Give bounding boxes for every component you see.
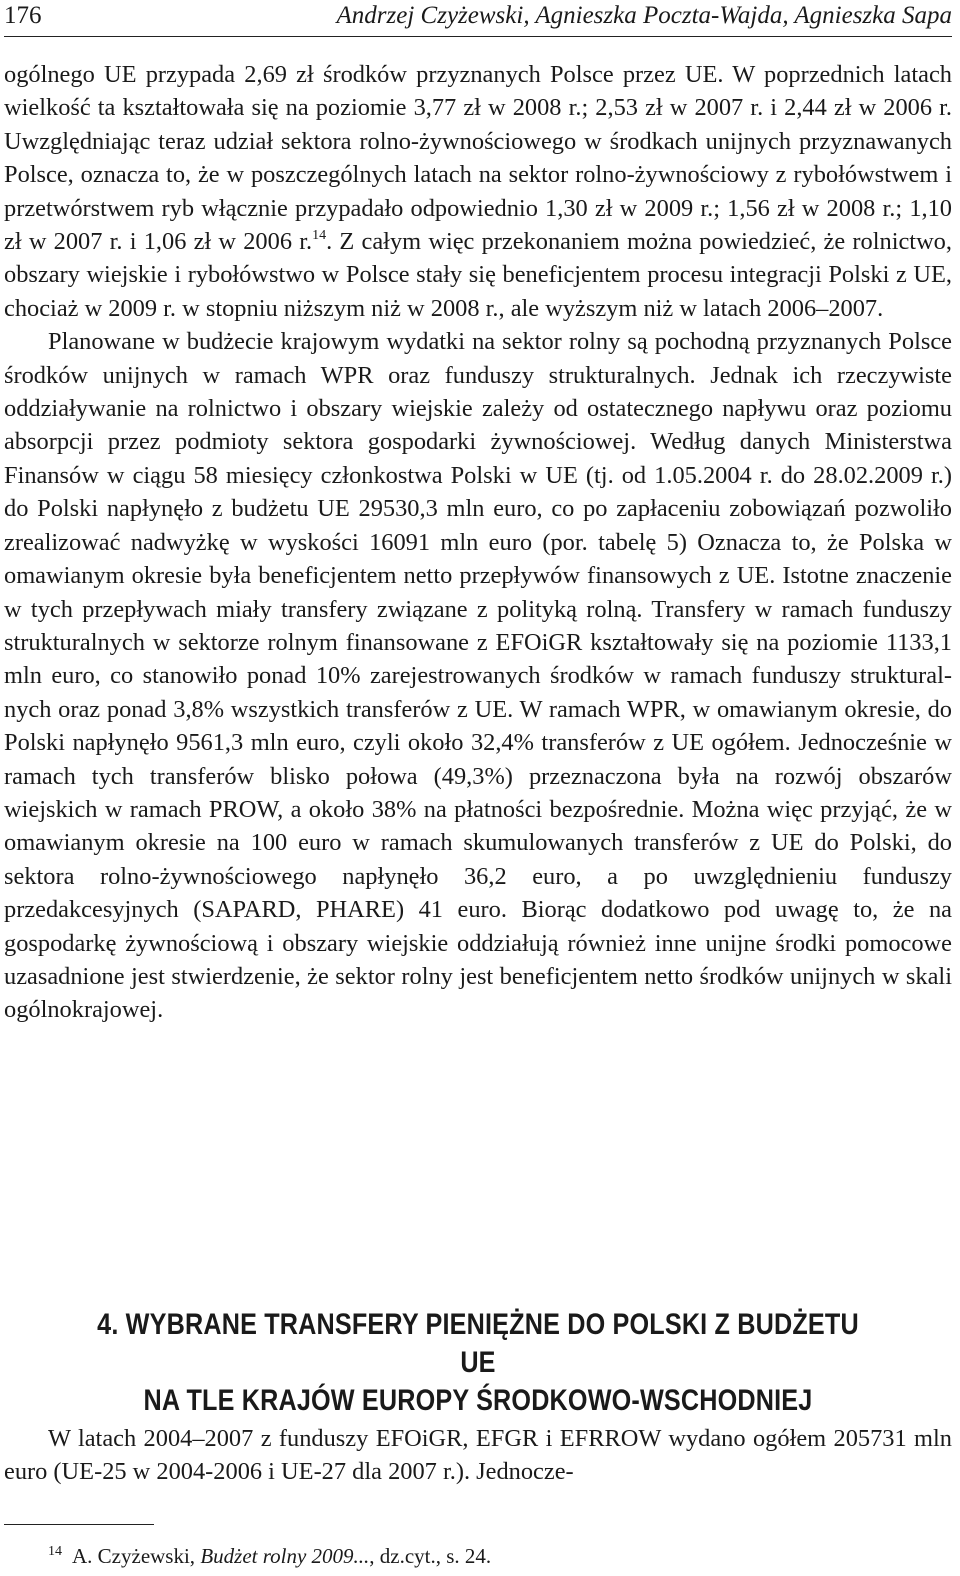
section-heading-line-1: 4. WYBRANE TRANSFERY PIENIĘŻNE DO POLSKI Z BUDŻETU UE [97, 1308, 859, 1379]
paragraph-1-text: ogólnego UE przypada 2,69 zł środków przyznanych Polsce przez UE. W poprzednich latach wielkość ta kształtowała się na poziomie 3,77 zł w 2008 r.; 2,53 zł w 2007 r. i 2,44 zł w 2006 r. Uwzględniając teraz udział sektora rolno-żywnościowego w środkach unijnych przyznawanych Polsce, oznacza to, że w poszczególnych latach na sektor rolno-żywnościowy z rybołówstwem i przetwórstwem ryb włącznie przypadało odpowiednio 1,30 zł w 2009 r.; 1,56 zł w 2008 r.; 1,10 zł w 2007 r. i 1,06 zł w 2006 r. [4, 61, 952, 256]
body-text-bottom [4, 1422, 952, 1489]
footnote-number: 14 [48, 1544, 62, 1559]
footnote [48, 1538, 948, 1570]
body-text-top [4, 58, 952, 1027]
section-heading-line-2: NA TLE KRAJÓW EUROPY ŚRODKOWO-WSCHODNIEJ [143, 1384, 813, 1417]
paragraph-3: W latach 2004–2007 z funduszy EFOiGR, EFGR i EFRROW wydano ogółem 205731 mln euro (UE-25 w 2004-2006 i UE-27 dla 2007 r.). Jednocze- [4, 1425, 952, 1486]
page-header [4, 0, 952, 37]
footnote-divider [4, 1524, 154, 1525]
paragraph-2: Planowane w budżecie krajowym wydatki na sektor rolny są pochodną przyznanych Polsce środków unijnych w ramach WPR oraz funduszy strukturalnych. Jednak ich rzeczywiste oddziaływanie na rolnictwo i obszary wiejskie zależy od ostatecznego napływu oraz poziomu absorpcji przez podmioty sektora gospodarki żywnościowej. Według danych Ministerstwa Finansów w ciągu 58 miesięcy członkostwa Polski w UE (tj. od 1.05.2004 r. do 28.02.2009 r.) do Polski napłynęło z budżetu UE 29530,3 mln euro, co po zapłaceniu zobowiązań pozwoliło zrealizować nadwyżkę w wyskości 16091 mln euro (por. tabelę 5) Oznacza to, że Polska w omawianym okresie była beneficjentem netto przepływów finansowych z UE. Istotne znaczenie w tych przepływach miały transfery związane z polityką rolną. Transfery w ramach funduszy strukturalnych w sektorze rolnym finansowane z EFOiGR kształtowały się na poziomie 1133,1 mln euro, co stanowiło ponad 10% zarejestrowanych środków w ramach funduszy strukturalnych oraz ponad 3,8% wszystkich transferów z UE. W ramach WPR, w omawianym okresie, do Polski napłynęło 9561,3 mln euro, czyli około 32,4% transferów z UE ogółem. Jednocześnie w ramach tych transferów blisko połowa (49,3%) przeznaczona była na rozwój obszarów wiejskich w ramach PROW, a około 38% na płatności bezpośrednie. Można więc przyjąć, że w omawianym okresie na 100 euro w ramach skumulowanych transferów z UE do Polski, do sektora rolno-żywnościowego napłynęło 36,2 euro, a po uwzględnieniu funduszy przedakcesyjnych (SAPARD, PHARE) 41 euro. Biorąc dodatkowo pod uwagę to, że na gospodarkę żywnościową i obszary wiejskie oddziałują również inne unijne środki pomocowe uzasadnione jest stwierdzenie, że sektor rolny jest beneficjentem netto środków unijnych w skali ogólnokrajowej. [4, 328, 952, 1024]
footnote-rest: , dz.cyt., s. 24. [369, 1544, 492, 1568]
page-number: 176 [4, 2, 42, 29]
paragraph-1 [4, 58, 952, 325]
running-head: Andrzej Czyżewski, Agnieszka Poczta-Wajda, Agnieszka Sapa [336, 2, 952, 29]
footnote-author: A. Czyżewski, [72, 1544, 201, 1568]
footnote-title: Budżet rolny 2009... [200, 1544, 370, 1568]
section-heading [80, 1306, 876, 1420]
footnote-reference[interactable]: 14 [312, 228, 327, 244]
paragraph-1-text-cont: . Z całym więc przekonaniem można powiedzieć, że rolnictwo, obszary wiejskie i rybołówstwo w Polsce stały się beneficjentem procesu integracji Polski z UE, chociaż w 2009 r. w stopniu niższym niż w 2008 r., ale wyższym niż w latach 2006–2007. [4, 228, 952, 322]
